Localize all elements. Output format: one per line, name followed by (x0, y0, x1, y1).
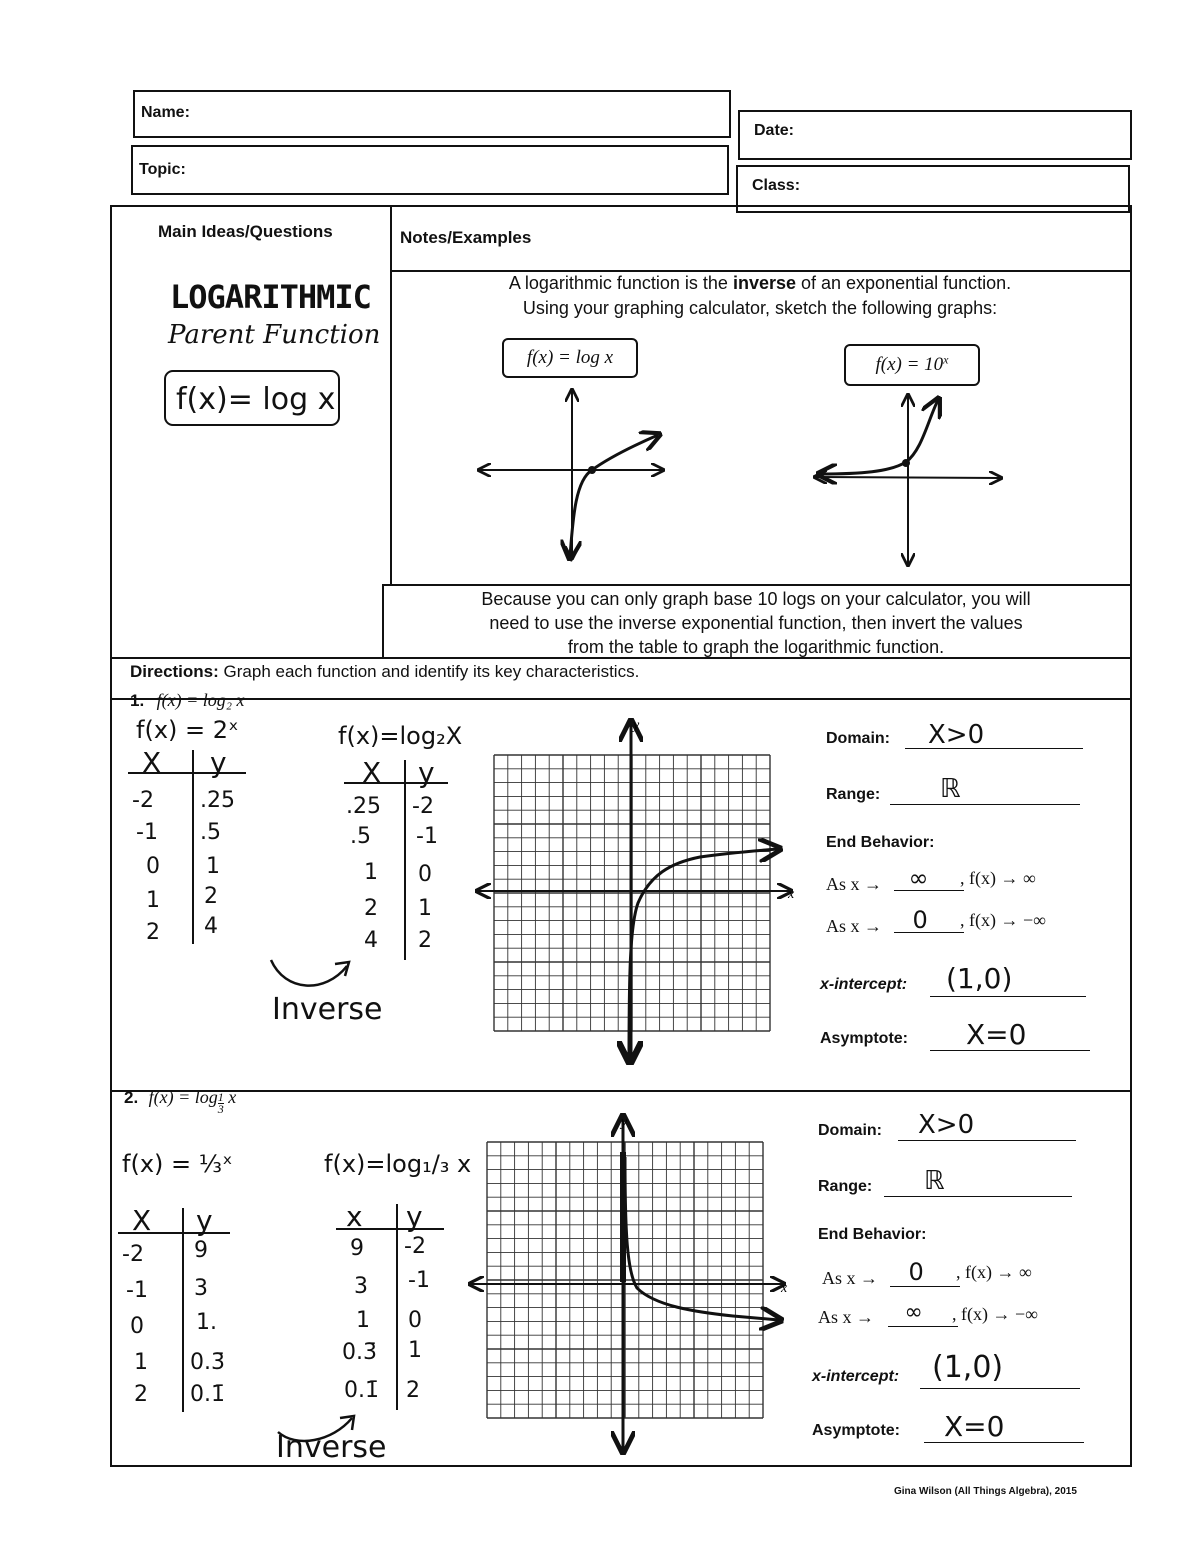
problem-2-end-1 (822, 1258, 1032, 1290)
intro-line-2: Using your graphing calculator, sketch the following graphs: (522, 298, 998, 318)
intro-line-1 (400, 272, 1120, 294)
problem-2-end-2-line (888, 1326, 958, 1327)
table-head-x: X (362, 756, 382, 789)
table-head-rule (336, 1228, 444, 1230)
problem-2-end-1-line (890, 1286, 960, 1287)
problem-1-end-1-f: , f(x) → ∞ (960, 868, 1036, 888)
problem-1-log-table (340, 756, 450, 962)
graph-area-divider (382, 584, 1130, 586)
problem-1-range-value[interactable]: ℝ (940, 774, 961, 804)
topic-label: Topic: (139, 161, 186, 178)
column-divider (390, 207, 392, 585)
problem-1-x-intercept-line (930, 996, 1086, 997)
problem-2-range-value[interactable]: ℝ (924, 1166, 945, 1196)
problem-1-domain-value[interactable]: X>0 (928, 720, 985, 750)
problem-2-x-intercept-label (812, 1368, 899, 1386)
table-cell: 1 (418, 896, 432, 921)
problem-1-end-2-x[interactable]: 0 (912, 906, 928, 934)
table-cell: 9 (350, 1236, 364, 1261)
table-head-x: X (142, 746, 162, 779)
x-intercept-label: x-intercept: (820, 976, 908, 993)
table-cell: 1. (196, 1310, 217, 1335)
graph2-label-box (844, 344, 980, 386)
directions (130, 662, 639, 682)
table-cell: 2 (364, 896, 378, 921)
log-curve (570, 435, 658, 557)
table-cell: 0.1̄ (344, 1378, 379, 1403)
table-cell: 1 (134, 1350, 148, 1375)
table-col-rule (404, 760, 406, 960)
table-cell: 2 (418, 928, 432, 953)
name-label: Name: (141, 104, 190, 121)
problem-2-domain-label: Domain: (818, 1122, 882, 1139)
problem-1-exp-title: f(x) = 2ˣ (136, 716, 239, 744)
problem-2-exp-title: f(x) = ⅓ˣ (122, 1150, 233, 1178)
table-head-x: X (132, 1204, 152, 1237)
problem-2-end-1-x[interactable]: 0 (908, 1258, 924, 1286)
sidebar-formula (164, 370, 340, 426)
table-cell: .25 (200, 788, 235, 813)
exp-sketch-graph (810, 390, 1010, 570)
problem-1-graph[interactable] (470, 715, 800, 1070)
log2-curve (629, 849, 778, 1060)
table-cell: -2 (404, 1234, 426, 1259)
x-axis-label: x (788, 887, 795, 902)
table-cell: 0 (146, 854, 160, 879)
footer-credit: Gina Wilson (All Things Algebra), 2015 (894, 1486, 1077, 1497)
sidebar-formula-text: f(x)= log x (176, 382, 336, 417)
table-cell: 2 (146, 920, 160, 945)
table-cell: 2 (204, 884, 218, 909)
problem-2-exp-table (118, 1204, 238, 1414)
problem-divider (112, 1090, 1130, 1092)
sidebar-title: LOGARITHMIC (170, 278, 371, 316)
intro-inverse-word: inverse (732, 273, 796, 293)
table-cell: 0.1̄ (190, 1382, 225, 1407)
table-cell: .5 (350, 824, 371, 849)
problem-1-x-intercept-value[interactable]: (1,0) (946, 962, 1013, 995)
problem-1-inverse-label: Inverse (272, 992, 383, 1027)
table-cell: -1 (136, 820, 158, 845)
graph2-label: f(x) = 10 (875, 354, 944, 375)
table-cell: 4 (364, 928, 378, 953)
problem-1-end-1-line (894, 890, 964, 891)
graph1-label: f(x) = log x (526, 347, 614, 368)
problem-2-header (124, 1082, 237, 1116)
problem-1-x-intercept-label (820, 976, 907, 994)
table-cell: -1 (126, 1278, 148, 1303)
problem-2-x-intercept-line (920, 1388, 1080, 1389)
problem-2-end-2 (818, 1300, 1038, 1329)
problem-1-end-1 (826, 864, 1036, 896)
table-head-y: y (196, 1204, 213, 1237)
problem-1-log-title: f(x)=log₂X (338, 722, 463, 750)
table-cell: 1 (146, 888, 160, 913)
problem-2-range-line (884, 1196, 1072, 1197)
notes-heading: Notes/Examples (400, 228, 532, 247)
problem-2-base (218, 1092, 224, 1115)
problem-2-end-2-f: , f(x) → −∞ (952, 1304, 1038, 1324)
table-cell: .25 (346, 794, 381, 819)
table-cell: 0 (130, 1314, 144, 1339)
problem-1-end-1-x[interactable]: ∞ (908, 864, 929, 892)
table-head-y: y (418, 756, 435, 789)
table-cell: .5 (200, 820, 221, 845)
x-axis-label: x (781, 1281, 788, 1296)
problem-2-graph[interactable] (465, 1112, 795, 1457)
problem-1-function: f(x) = log₂ x (156, 690, 245, 710)
table-cell: -2 (412, 794, 434, 819)
problem-1-domain-label: Domain: (826, 730, 890, 747)
problem-2-end-2-x[interactable]: ∞ (904, 1300, 923, 1325)
table-cell: 1 (364, 860, 378, 885)
directions-label: Directions: (130, 662, 219, 681)
problem-2-domain-line (898, 1140, 1076, 1141)
table-cell: 3 (194, 1276, 208, 1301)
table-cell: 1 (408, 1338, 422, 1363)
problem-2-domain-value[interactable]: X>0 (918, 1110, 975, 1140)
x-intercept-label: x-intercept: (812, 1368, 900, 1385)
problem-2-asymptote-value[interactable]: X=0 (944, 1410, 1005, 1443)
table-head-rule (118, 1232, 230, 1234)
table-cell: -1 (416, 824, 438, 849)
problem-2-x-intercept-value[interactable]: (1,0) (932, 1350, 1004, 1385)
problem-2-log-title: f(x)=log₁/₃ x (324, 1150, 472, 1178)
table-cell: 0.3̄ (342, 1340, 377, 1365)
table-cell: 9 (194, 1238, 208, 1263)
calc-note-line-3: from the table to graph the logarithmic function. (567, 637, 945, 657)
as-x-label: As x → (822, 1268, 879, 1288)
table-head-y: y (210, 746, 227, 779)
date-label: Date: (754, 122, 795, 139)
calc-note-line-2: need to use the inverse exponential function, then invert the values (489, 613, 1023, 633)
problem-1-asymptote-value[interactable]: X=0 (966, 1018, 1027, 1051)
table-cell: -2 (122, 1242, 144, 1267)
problem-2-inverse-label: Inverse (276, 1430, 387, 1465)
graph1-label-box (502, 338, 638, 378)
intro-line-1-start: A logarithmic function is the (508, 273, 733, 293)
table-col-rule (396, 1204, 398, 1410)
problem-2-end-1-f: , f(x) → ∞ (956, 1262, 1032, 1282)
calc-note-line-1: Because you can only graph base 10 logs on your calculator, you will (481, 589, 1031, 609)
table-col-rule (192, 750, 194, 944)
date-field[interactable] (738, 110, 1132, 160)
table-cell: 4 (204, 914, 218, 939)
table-cell: 1 (206, 854, 220, 879)
problem-1-end-2 (826, 906, 1046, 938)
table-cell: 0 (418, 862, 432, 887)
problem-1-range-label: Range: (826, 786, 881, 803)
problem-2-base-num: 1 (217, 1090, 224, 1104)
table-cell: 2 (134, 1382, 148, 1407)
problem-2-function (148, 1087, 237, 1116)
table-cell: -1 (408, 1268, 430, 1293)
problem-1-exp-table (128, 746, 248, 946)
problem-1-asymptote-label: Asymptote: (820, 1030, 909, 1047)
as-x-label: As x → (818, 1307, 875, 1327)
as-x-label: As x → (826, 874, 883, 894)
table-head-y: y (406, 1200, 423, 1233)
name-field[interactable] (133, 90, 731, 138)
table-cell: 0 (408, 1308, 422, 1333)
sidebar-subtitle: Parent Function (168, 320, 381, 350)
directions-text: Graph each function and identify its key characteristics. (223, 662, 640, 681)
problem-2-base-den: 3 (217, 1102, 224, 1116)
problem-1-number: 1. (130, 691, 145, 710)
column-divider-lower (382, 585, 384, 657)
as-x-label: As x → (826, 916, 883, 936)
topic-field[interactable] (131, 145, 729, 195)
table-head-rule (128, 772, 246, 774)
table-cell: -2 (132, 788, 154, 813)
problem-2-asymptote-label: Asymptote: (812, 1422, 901, 1439)
problem-1-header (130, 690, 245, 711)
y-axis-label: y (621, 1115, 628, 1130)
table-cell: 1 (356, 1308, 370, 1333)
directions-bottom-divider (112, 698, 1130, 700)
graph2-label-exponent: x (943, 352, 949, 367)
exp-point (902, 459, 910, 467)
table-cell: 0.3̄ (190, 1350, 225, 1375)
problem-2-end-behavior-label: End Behavior: (818, 1226, 927, 1243)
exp-curve (820, 400, 938, 474)
problem-2-number: 2. (124, 1088, 139, 1107)
log-sketch-graph (470, 385, 670, 565)
problem-2-log-table (336, 1200, 446, 1412)
main-ideas-heading: Main Ideas/Questions (158, 222, 333, 241)
problem-1-end-2-f: , f(x) → −∞ (960, 910, 1046, 930)
log-point (588, 466, 596, 474)
y-axis-label: y (633, 718, 640, 733)
table-col-rule (182, 1208, 184, 1412)
table-cell: 2 (406, 1378, 420, 1403)
problem-2-range-label: Range: (818, 1178, 873, 1195)
table-head-rule (344, 782, 448, 784)
problem-1-end-2-line (894, 932, 964, 933)
problem-2-fn-head: f(x) = log (148, 1087, 218, 1107)
problem-1-end-behavior-label: End Behavior: (826, 834, 935, 851)
table-cell: 3 (354, 1274, 368, 1299)
class-label: Class: (752, 177, 801, 194)
table-head-x: x (346, 1200, 363, 1233)
problem-2-fn-tail: x (223, 1087, 237, 1107)
problem-1-range-line (890, 804, 1080, 805)
intro-line-1-end: of an exponential function. (796, 273, 1012, 293)
